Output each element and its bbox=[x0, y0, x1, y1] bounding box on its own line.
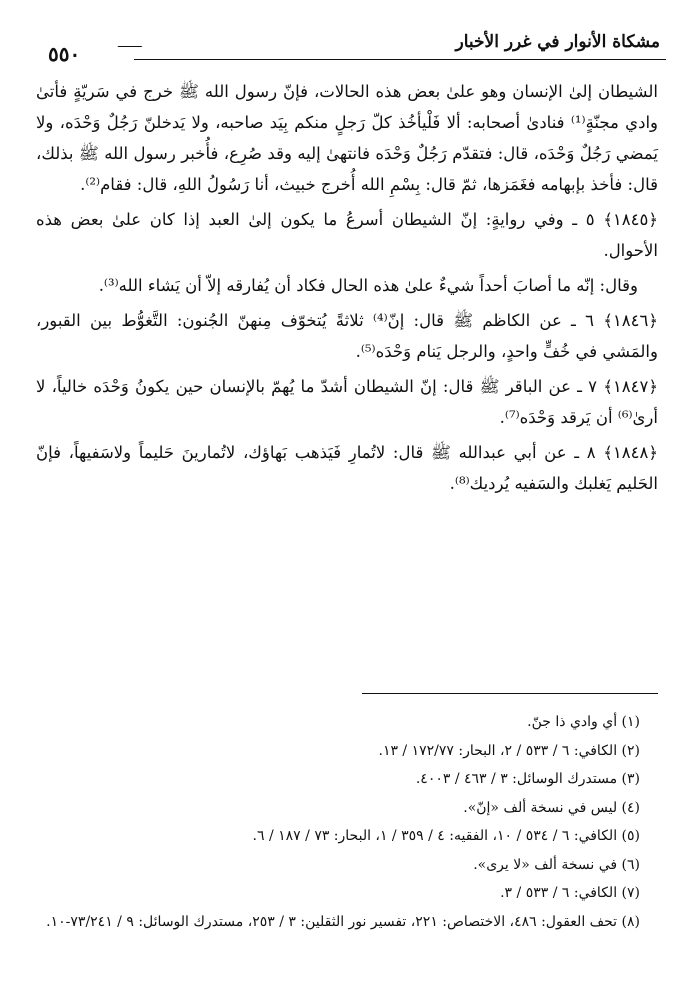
paragraph-continued: الشيطان إلىٰ الإنسان وهو علىٰ بعض هذه الحالات، فإنّ رسول الله ﷺ خرج في سَريّةٍ فأتىٰ وادي مجنّةٍ⁽¹⁾ فنادىٰ أصحابه: ألا فَلْيأخُذ كلّ رَجلٍ منكم بِيَد صاحبه، ولا يَدخلنّ رَجُلٌ وَحْدَه، ولا يَمضي رَجُلٌ وَحْدَه، قال: فتقدّم رَجُلٌ وَحْدَه فانتهىٰ إليه وقد صُرِع، فأُخبر رسول الله ﷺ بذلك، قال: فأخذ بإبهامه فغَمَزها، ثمّ قال: بِسْمِ الله أُخرج خبيث، أنا رَسُولُ اللهِ، قال: فقام⁽²⁾. bbox=[36, 82, 658, 194]
footnote: (٢) الكافي: ٦ / ٥٣٣ / ٢، البحار: ١٧٢/٧٧ / ١٣. bbox=[378, 742, 640, 759]
running-title: مشكاة الأنوار في غرر الأخبار bbox=[455, 32, 660, 52]
footnote: (٨) تحف العقول: ٤٨٦، الاختصاص: ٢٢١، تفسير نور الثقلين: ٣ / ٢٥٣، مستدرك الوسائل: ٩ / ٧٣/٢٤١-١٠. bbox=[46, 913, 640, 930]
footnote: (١) أي وادي ذا جنّ. bbox=[527, 714, 640, 730]
footnote: (٤) ليس في نسخة ألف «إنّ». bbox=[463, 799, 640, 816]
footnote: (٣) مستدرك الوسائل: ٣ / ٤٦٣ / ٤٠٠٣. bbox=[415, 771, 640, 787]
main-text bbox=[36, 76, 658, 503]
hadith-1848: ﴿١٨٤٨﴾ ٨ ـ عن أبي عبدالله ﷺ قال: لاتُمارِ فَيَذهب بَهاؤك، لاتُمارينَ حَليماً ولاسَفيهاً، فإنّ الحَليم يَغلبك والسَفيه يُرديك⁽⁸⁾. bbox=[36, 443, 659, 493]
footnote: (٧) الكافي: ٦ / ٥٣٣ / ٣. bbox=[500, 885, 640, 901]
hadith-1846: ﴿١٨٤٦﴾ ٦ ـ عن الكاظم ﷺ قال: إنّ⁽⁴⁾ ثلاثةً يُتخوّف مِنهنّ الجُنون: التَّغوُّط بين القبور، والمَشي في خُفٍّ واحدٍ، والرجل يَنام وَحْدَه⁽⁵⁾. bbox=[36, 311, 658, 361]
footnote-separator bbox=[362, 693, 658, 694]
page-number: ٥٥٠ bbox=[48, 42, 81, 66]
hadith-1847: ﴿١٨٤٧﴾ ٧ ـ عن الباقر ﷺ قال: إنّ الشيطان أشدّ ما يُهمّ بالإنسان حين يكونُ وَحْدَه خالياً، لا أرىٰ⁽⁶⁾ أن يَرقد وَحْدَه⁽⁷⁾. bbox=[36, 377, 658, 427]
hadith-1845-continued: وقال: إنّه ما أصابَ أحداً شيءٌ علىٰ هذه الحال فكاد أن يُفارقه إلاّ أن يَشاء الله⁽³⁾. bbox=[98, 276, 638, 295]
header-rule bbox=[134, 59, 666, 60]
footnote: (٦) في نسخة ألف «لا يرى». bbox=[473, 856, 640, 873]
footnote: (٥) الكافي: ٦ / ٥٣٤ / ١٠، الفقيه: ٤ / ٣٥٩ / ١، البحار: ٧٣ / ١٨٧ / ٦. bbox=[252, 828, 640, 844]
page-header bbox=[34, 28, 666, 64]
footnotes bbox=[36, 708, 658, 936]
hadith-1845: ﴿١٨٤٥﴾ ٥ ـ وفي روايةٍ: إنّ الشيطان أسرعُ ما يكون إلىٰ العبد إذا كان علىٰ بعض هذه الأحوال. bbox=[36, 210, 658, 260]
